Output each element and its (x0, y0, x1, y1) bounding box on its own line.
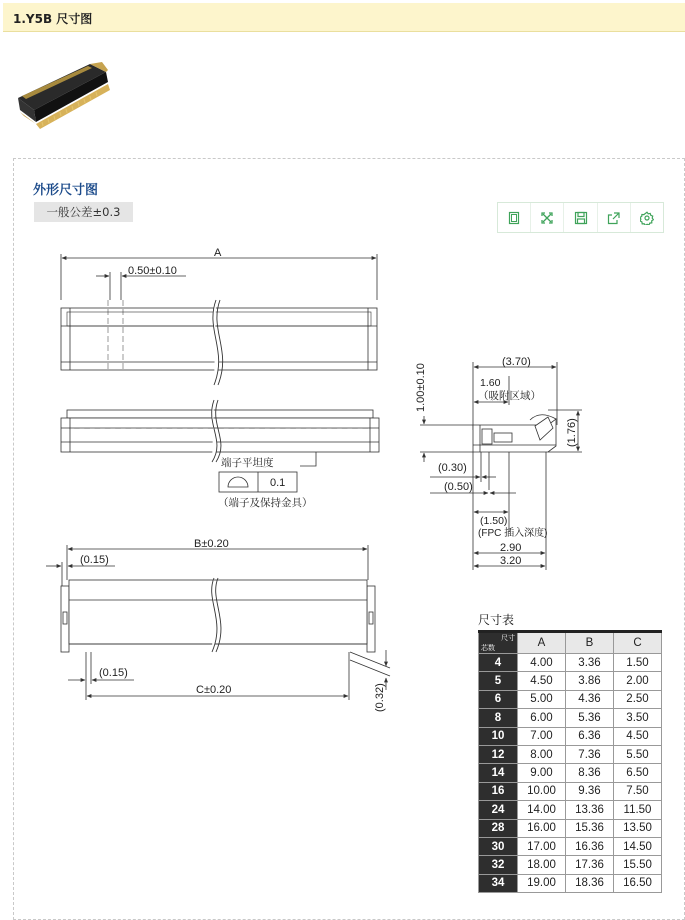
bottom-view (46, 538, 390, 712)
table-row (479, 709, 662, 727)
core-cell: 6 (479, 690, 518, 708)
top-view (61, 247, 377, 385)
flatness-note: （端子及保持金具） (218, 497, 313, 509)
core-cell: 5 (479, 672, 518, 690)
a-cell: 16.00 (518, 819, 566, 837)
core-cell: 12 (479, 745, 518, 763)
side-view (415, 356, 582, 570)
b-cell: 17.36 (566, 856, 614, 874)
page-title: 1.Y5B 尺寸图 (13, 12, 93, 26)
flatness-title: 端子平坦度 (221, 457, 274, 469)
dim-a-label: A (214, 247, 222, 259)
d290-label: 2.90 (500, 542, 522, 554)
table-row (479, 801, 662, 819)
dim-table-title: 尺寸表 (478, 613, 515, 627)
table-row (479, 856, 662, 874)
front-view (61, 400, 379, 509)
table-header-row (479, 632, 662, 654)
table-row (479, 654, 662, 672)
table-row (479, 672, 662, 690)
core-cell: 32 (479, 856, 518, 874)
core-cell: 28 (479, 819, 518, 837)
a-cell: 7.00 (518, 727, 566, 745)
a-cell: 6.00 (518, 709, 566, 727)
section-title: 外形尺寸图 (33, 183, 99, 198)
a-cell: 5.00 (518, 690, 566, 708)
d030-label: (0.30) (438, 462, 467, 474)
c-cell: 5.50 (614, 745, 662, 763)
table-row (479, 782, 662, 800)
height-label: (0.32) (374, 683, 386, 712)
b-cell: 6.36 (566, 727, 614, 745)
c-cell: 15.50 (614, 856, 662, 874)
c-cell: 2.50 (614, 690, 662, 708)
flatness-value: 0.1 (270, 477, 286, 489)
d320-label: 3.20 (500, 555, 522, 567)
suction-note: （吸附区域） (478, 390, 541, 402)
b-cell: 15.36 (566, 819, 614, 837)
dim-table (478, 630, 662, 893)
col-header-c: C (614, 632, 662, 654)
core-cell: 4 (479, 654, 518, 672)
core-cell: 34 (479, 874, 518, 892)
table-corner (479, 632, 518, 654)
suction-label: 1.60 (480, 377, 501, 389)
height-right-label: (1.76) (566, 418, 578, 447)
c-cell: 14.50 (614, 837, 662, 855)
b-cell: 9.36 (566, 782, 614, 800)
b-cell: 3.36 (566, 654, 614, 672)
a-cell: 14.00 (518, 801, 566, 819)
dim-c-label: C±0.20 (196, 684, 232, 696)
core-cell: 8 (479, 709, 518, 727)
table-row (479, 819, 662, 837)
height-tol-label: 1.00±0.10 (415, 363, 427, 412)
core-cell: 16 (479, 782, 518, 800)
a-cell: 4.50 (518, 672, 566, 690)
pitch-label: 0.50±0.10 (128, 265, 177, 277)
b-cell: 3.86 (566, 672, 614, 690)
c-cell: 16.50 (614, 874, 662, 892)
core-cell: 24 (479, 801, 518, 819)
corner-bottom-label: 芯数 (481, 645, 495, 652)
core-cell: 30 (479, 837, 518, 855)
a-cell: 9.00 (518, 764, 566, 782)
width-label: (3.70) (502, 356, 531, 368)
a-cell: 17.00 (518, 837, 566, 855)
b-cell: 4.36 (566, 690, 614, 708)
a-cell: 8.00 (518, 745, 566, 763)
c-cell: 6.50 (614, 764, 662, 782)
col-header-a: A (518, 632, 566, 654)
c-cell: 4.50 (614, 727, 662, 745)
corner-top-label: 尺寸 (501, 635, 515, 642)
c-cell: 3.50 (614, 709, 662, 727)
b-cell: 5.36 (566, 709, 614, 727)
fpc-note: (FPC 插入深度) (478, 528, 548, 539)
col-header-b: B (566, 632, 614, 654)
a-cell: 19.00 (518, 874, 566, 892)
core-cell: 14 (479, 764, 518, 782)
a-cell: 10.00 (518, 782, 566, 800)
offset-top-label: (0.15) (80, 554, 109, 566)
tolerance-badge: 一般公差±0.3 (34, 202, 133, 222)
table-row (479, 874, 662, 892)
d150-label: (1.50) (480, 515, 508, 527)
offset-bottom-label: (0.15) (99, 667, 128, 679)
b-cell: 7.36 (566, 745, 614, 763)
b-cell: 16.36 (566, 837, 614, 855)
dim-b-label: B±0.20 (194, 538, 229, 550)
table-row (479, 837, 662, 855)
d050-label: (0.50) (444, 481, 473, 493)
b-cell: 18.36 (566, 874, 614, 892)
c-cell: 13.50 (614, 819, 662, 837)
a-cell: 4.00 (518, 654, 566, 672)
table-row (479, 745, 662, 763)
table-row (479, 727, 662, 745)
c-cell: 11.50 (614, 801, 662, 819)
b-cell: 13.36 (566, 801, 614, 819)
c-cell: 2.00 (614, 672, 662, 690)
b-cell: 8.36 (566, 764, 614, 782)
a-cell: 18.00 (518, 856, 566, 874)
table-row (479, 690, 662, 708)
c-cell: 1.50 (614, 654, 662, 672)
c-cell: 7.50 (614, 782, 662, 800)
core-cell: 10 (479, 727, 518, 745)
table-row (479, 764, 662, 782)
